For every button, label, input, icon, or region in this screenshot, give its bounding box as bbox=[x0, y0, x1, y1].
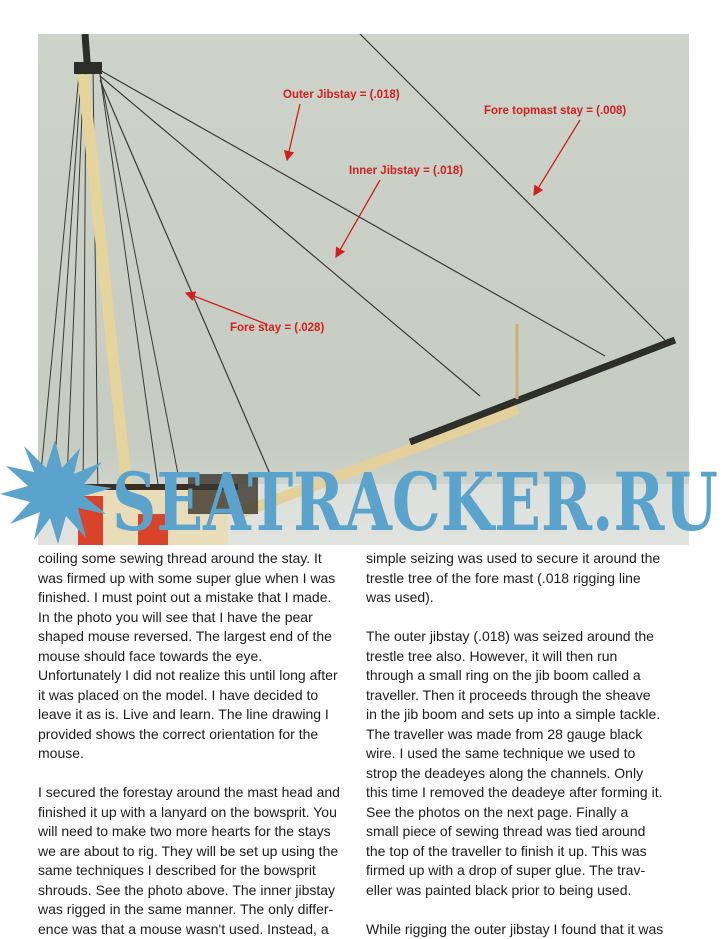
text-line: shaped mouse reversed. The largest end of the bbox=[38, 628, 332, 644]
text-line: coiling some sewing thread around the stay. It bbox=[38, 550, 322, 566]
text-line: trestle tree of the fore mast (.018 rigging line bbox=[366, 569, 641, 586]
text-line: Unfortunately I did not realize this until long after bbox=[38, 667, 338, 683]
text-line: leave it as is. Live and learn. The line drawing I bbox=[38, 706, 329, 722]
text-line: mouse. bbox=[38, 745, 84, 761]
text-line: eller was painted black prior to being used. bbox=[366, 881, 632, 898]
text-line: simple seizing was used to secure it around the bbox=[366, 550, 661, 566]
text-line bbox=[38, 764, 340, 784]
text-line bbox=[366, 900, 663, 920]
text-line: will need to make two more hearts for the stays bbox=[38, 823, 331, 839]
text-line: we are about to rig. They will be set up using the bbox=[38, 842, 339, 859]
text-line: The outer jibstay (.018) was seized around the bbox=[366, 628, 654, 644]
text-line: was firmed up with some super glue when I was bbox=[38, 569, 336, 586]
text-line: The traveller was made from 28 gauge black bbox=[366, 725, 643, 742]
text-line: it was placed on the model. I have decided to bbox=[38, 686, 319, 703]
watermark bbox=[0, 440, 728, 544]
text-line: strop the deadeyes along the channels. Only bbox=[366, 764, 644, 781]
text-line: traveller. Then it proceeds through the sheave bbox=[366, 686, 651, 703]
inner-jibstay-label: Inner Jibstay = (.018) bbox=[349, 165, 464, 177]
fore-stay-label: Fore stay = (.028) bbox=[230, 322, 325, 334]
fore-topmast-stay-label: Fore topmast stay = (.008) bbox=[484, 105, 627, 117]
text-line: this time I removed the deadeye after forming it. bbox=[366, 784, 663, 800]
text-line: In the photo you will see that I have the pear bbox=[38, 608, 313, 625]
text-line: See the photos on the next page. Finally a bbox=[366, 803, 629, 820]
text-column-left bbox=[38, 549, 340, 939]
trestle-tree bbox=[74, 62, 102, 74]
text-line: same techniques I described for the bowsprit bbox=[38, 862, 316, 878]
outer-jibstay-label: Outer Jibstay = (.018) bbox=[283, 89, 400, 101]
text-line: wire. I used the same technique we used to bbox=[366, 745, 636, 761]
text-line: small piece of sewing thread was tied around bbox=[366, 823, 646, 839]
text-line: was used). bbox=[366, 589, 434, 605]
text-line: through a small ring on the jib boom called a bbox=[366, 667, 641, 683]
text-line: shrouds. See the photo above. The inner jibstay bbox=[38, 881, 336, 898]
text-line: finished it up with a lanyard on the bowsprit. You bbox=[38, 803, 337, 820]
watermark-text: SEATRACKER.RU bbox=[112, 455, 718, 544]
text-line: trestle tree also. However, it will then run bbox=[366, 647, 618, 664]
text-line: the top of the traveller to finish it up. This was bbox=[366, 842, 647, 859]
text-line: firmed up with a drop of super glue. The trav- bbox=[366, 862, 646, 878]
text-line: While rigging the outer jibstay I found that it was bbox=[366, 920, 664, 937]
starburst-icon bbox=[0, 440, 112, 544]
text-line: I secured the forestay around the mast head and bbox=[38, 784, 340, 800]
text-column-right bbox=[366, 549, 663, 939]
text-line: finished. I must point out a mistake that I made. bbox=[38, 589, 332, 605]
text-line: in the jib boom and sets up into a simple tackle. bbox=[366, 706, 661, 722]
text-line: provided shows the correct orientation for the bbox=[38, 725, 319, 742]
text-line: was rigged in the same manner. The only differ- bbox=[38, 901, 334, 917]
text-line: mouse should face towards the eye. bbox=[38, 647, 263, 664]
text-line: ence was that a mouse wasn't used. Instead, a bbox=[38, 920, 329, 937]
text-line bbox=[366, 608, 663, 628]
